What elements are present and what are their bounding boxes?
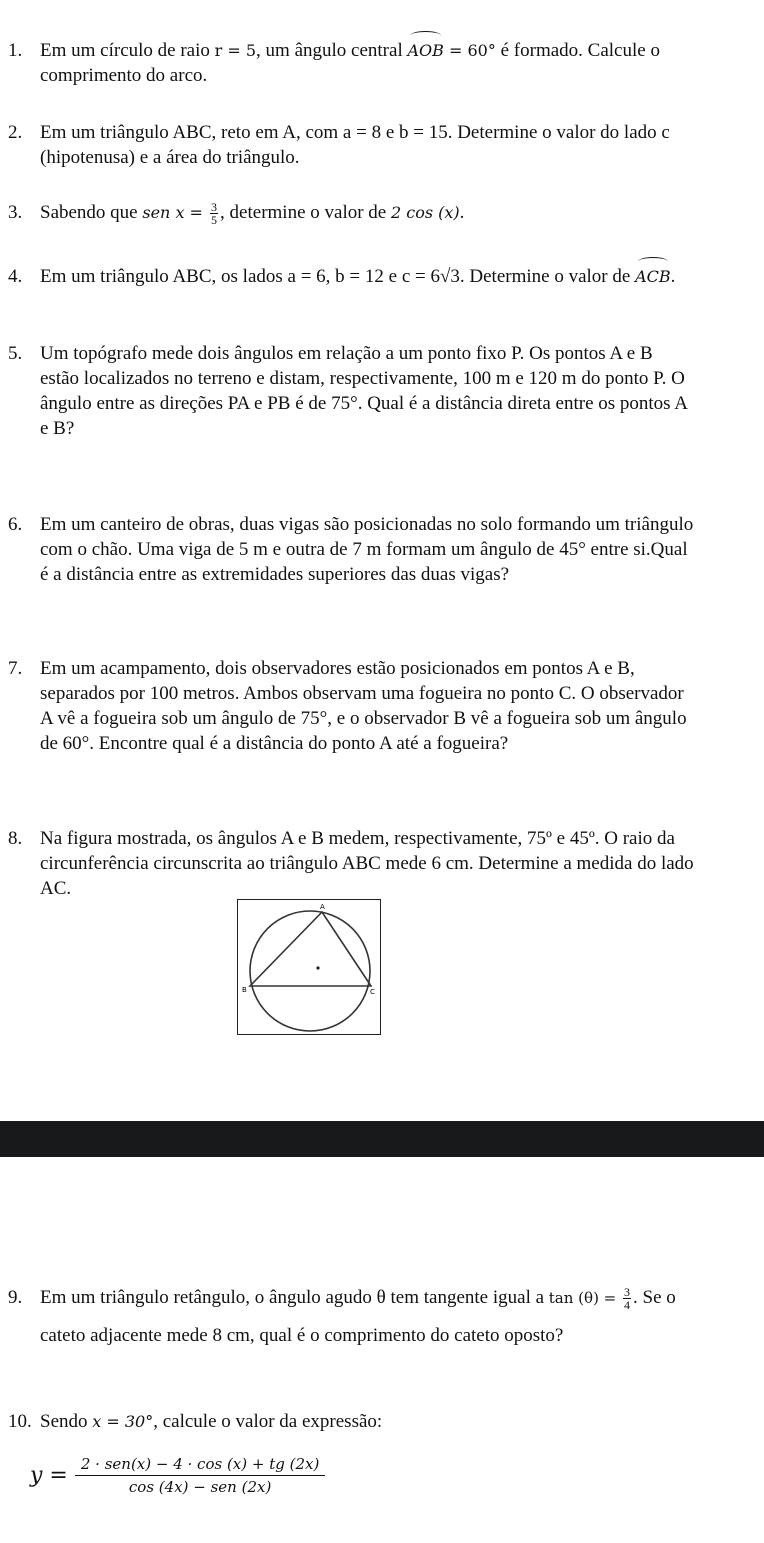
vertex-label-a: A (320, 903, 325, 911)
fraction: $\frac{3}{5}$ (211, 200, 218, 228)
question-text: Em um canteiro de obras, duas vigas são posicionadas no solo formando um triângulo (40, 514, 694, 535)
question-5 (8, 341, 734, 439)
question-text-line: cateto adjacente mede 8 cm, qual é o comprimento do cateto oposto? (40, 1325, 564, 1347)
question-text-line: (hipotenusa) e a área do triângulo. (40, 147, 300, 168)
question-number: 10. (8, 1411, 32, 1432)
question-8 (8, 826, 734, 899)
question-number: 4. (8, 266, 23, 287)
question-number: 1. (8, 40, 23, 61)
expression-numerator: 2 · sen(x) − 4 · cos (x) + tg (2x) (75, 1455, 325, 1476)
question-4 (8, 264, 734, 289)
question-text-line: estão localizados no terreno e distam, respectivamente, 100 m e 120 m do ponto P. O (40, 368, 685, 389)
question-text: Sendo x = 30°, calcule o valor da expressão: (40, 1411, 383, 1432)
question-text: Um topógrafo mede dois ângulos em relação a um ponto fixo P. Os pontos A e B (40, 343, 653, 364)
question-text-line: AC. (40, 878, 72, 899)
expression-lhs: y = (30, 1463, 75, 1488)
circle-triangle-figure (237, 899, 381, 1035)
expression-y (30, 1455, 325, 1496)
question-9 (8, 1285, 734, 1347)
page-separator-band (0, 1121, 764, 1157)
question-number: 9. (8, 1287, 23, 1308)
question-text: Em um acampamento, dois observadores estão posicionados em pontos A e B, (40, 658, 635, 679)
question-7 (8, 656, 734, 754)
question-text-line: ângulo entre as direções PA e PB é de 75°. Qual é a distância direta entre os pontos A (40, 393, 688, 414)
question-number: 7. (8, 658, 23, 679)
question-text-line: circunferência circunscrita ao triângulo ABC mede 6 cm. Determine a medida do lado (40, 853, 694, 874)
question-2 (8, 120, 734, 168)
expression-denominator: cos (4x) − sen (2x) (128, 1478, 272, 1496)
question-text: Sabendo que sen x = $\frac{3}{5}$ , determine o valor de 2 cos (x). (40, 200, 465, 228)
question-number: 5. (8, 343, 23, 364)
question-number: 6. (8, 514, 23, 535)
vertex-label-b: B (242, 986, 247, 994)
question-number: 8. (8, 828, 23, 849)
question-text-line: com o chão. Uma viga de 5 m e outra de 7 m formam um ângulo de 45° entre si.Qual (40, 539, 688, 560)
question-number: 3. (8, 202, 23, 223)
question-text: Na figura mostrada, os ângulos A e B medem, respectivamente, 75º e 45º. O raio da (40, 828, 675, 849)
question-text: Em um triângulo ABC, reto em A, com a = 8 e b = 15. Determine o valor do lado c (40, 122, 670, 143)
question-number: 2. (8, 122, 23, 143)
question-text-line: separados por 100 metros. Ambos observam uma fogueira no ponto C. O observador (40, 683, 684, 704)
expression-fraction (75, 1455, 325, 1496)
question-text: Em um triângulo ABC, os lados a = 6, b = 12 e c = 6√3. Determine o valor de ACB. (40, 266, 676, 287)
question-text-line: comprimento do arco. (40, 65, 208, 86)
circumscribed-circle (250, 911, 370, 1031)
vertex-label-c: C (370, 988, 375, 996)
question-6 (8, 512, 734, 585)
fraction: $\frac{3}{4}$ (624, 1285, 631, 1313)
figure-svg (238, 900, 379, 1033)
question-text-line: é a distância entre as extremidades superiores das duas vigas? (40, 564, 510, 585)
question-3 (8, 200, 734, 228)
question-text-line: A vê a fogueira sob um ângulo de 75°, e o observador B vê a fogueira sob um ângulo (40, 708, 687, 729)
question-text-line: e B? (40, 418, 75, 439)
triangle-abc (250, 912, 371, 986)
question-text: Em um círculo de raio r = 5, um ângulo central AOB = 60° é formado. Calcule o (40, 40, 660, 61)
center-dot (316, 966, 319, 969)
question-text: Em um triângulo retângulo, o ângulo agudo θ tem tangente igual a tan (θ) = $\frac{3}{4}$ . Se o (40, 1285, 676, 1313)
question-1 (8, 38, 734, 86)
question-10 (8, 1409, 734, 1434)
question-text-line: de 60°. Encontre qual é a distância do ponto A até a fogueira? (40, 733, 509, 754)
